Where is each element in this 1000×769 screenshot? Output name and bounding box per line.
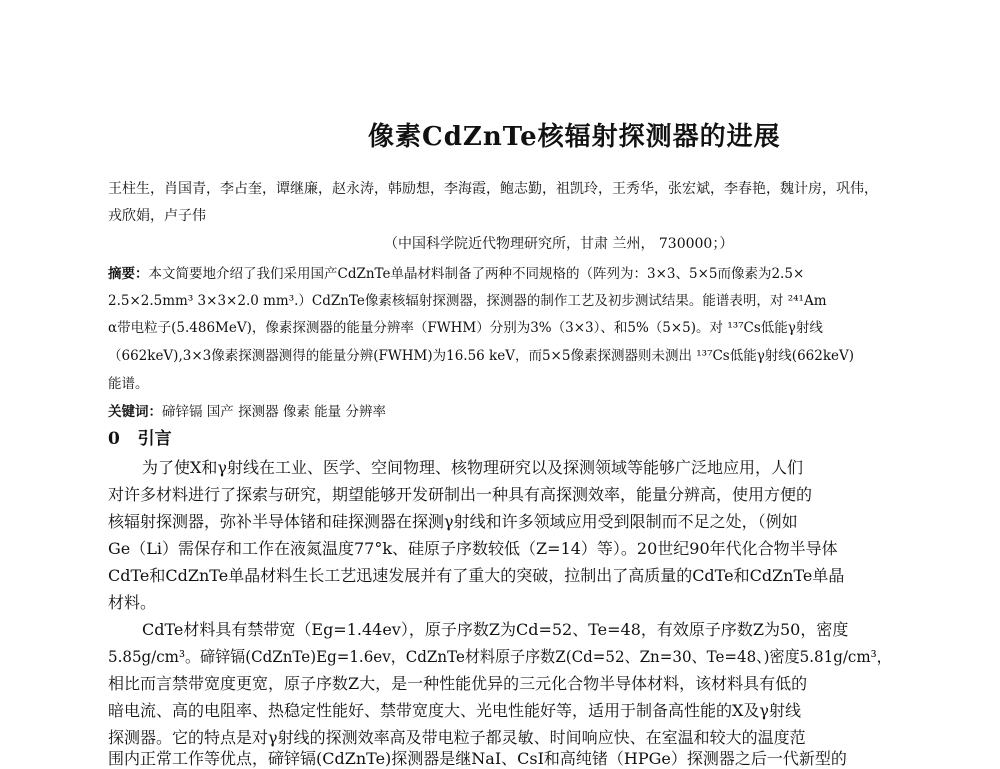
paragraph-2-line-6: 围内正常工作等优点，碲锌镉(CdZnTe)探测器是继NaI、CsI和高纯锗（HPGe）探测器之后一代新型的 [108,749,847,768]
abstract-line-2: 2.5×2.5mm³ 3×3×2.0 mm³.）CdZnTe像素核辐射探测器，探测器的制作工艺及初步测试结果。能谱表明，对 ²⁴¹Am [108,293,827,309]
abstract-line-3: α带电粒子(5.486MeV)，像素探测器的能量分辨率（FWHM）分别为3%（3×3）、和5%（5×5)。对 ¹³⁷Cs低能γ射线 [108,320,823,336]
paragraph-1-line-1: 为了使X和γ射线在工业、医学、空间物理、核物理研究以及探测领域等能够广泛地应用，人们 [142,458,803,477]
paragraph-1-line-2: 对许多材料进行了探索与研究，期望能够开发研制出一种具有高探测效率，能量分辨高，使用方便的 [108,485,813,504]
abstract-line-4: （662keV),3×3像素探测器测得的能量分辨(FWHM)为16.56 keV，而5×5像素探测器则未测出 ¹³⁷Cs低能γ射线(662keV) [108,348,855,364]
paragraph-2-line-5: 探测器。它的特点是对γ射线的探测效率高及带电粒子都灵敏、时间响应快、在室温和较大的温度范 [108,728,806,747]
paragraph-2-line-2: 5.85g/cm³。碲锌镉(CdZnTe)Eg=1.6ev，CdZnTe材料原子序数Z(Cd=52、Zn=30、Te=48、)密度5.81g/cm³， [108,647,892,666]
paragraph-1-line-5: CdTe和CdZnTe单晶材料生长工艺迅速发展并有了重大的突破，拉制出了高质量的CdTe和CdZnTe单晶 [108,566,845,585]
abstract-label: 摘要： [108,266,149,282]
author-list-line-1: 王柱生，肖国青，李占奎，谭继廉，赵永涛，韩励想，李海霞，鲍志勤，祖凯玲，王秀华，张宏斌，李春艳，魏计房，巩伟， [108,181,878,197]
paragraph-2-line-3: 相比而言禁带宽度更宽，原子序数Z大，是一种性能优异的三元化合物半导体材料，该材料具有低的 [108,674,808,693]
section-heading: 0 引言 [108,429,172,449]
paragraph-2-line-1: CdTe材料具有禁带宽（Eg=1.44ev），原子序数Z为Cd=52、Te=48，有效原子序数Z为50，密度 [142,620,849,639]
paragraph-1-line-3: 核辐射探测器，弥补半导体锗和硅探测器在探测γ射线和许多领域应用受到限制而不足之处，（例如 [108,512,798,531]
keywords-label: 关键词： [108,404,162,420]
affiliation: （中国科学院近代物理研究所，甘肃 兰州， 730000；） [384,236,734,252]
abstract-line-1: 摘要：本文简要地介绍了我们采用国产CdZnTe单晶材料制备了两种不同规格的（阵列为：3×3、5×5而像素为2.5× [108,266,805,282]
paragraph-1-line-4: Ge（Li）需保存和工作在液氮温度77°k、硅原子序数较低（Z=14）等）。20世纪90年代化合物半导体 [108,539,838,558]
keywords: 关键词：碲锌镉 国产 探测器 像素 能量 分辨率 [108,404,386,420]
abstract-line-5: 能谱。 [108,376,149,392]
paragraph-1-line-6: 材料。 [108,593,157,612]
paragraph-2-line-4: 暗电流、高的电阻率、热稳定性能好、禁带宽度大、光电性能好等，适用于制备高性能的X及γ射线 [108,701,801,720]
author-list-line-2: 戎欣娟，卢子伟 [108,208,206,224]
paper-title: 像素CdZnTe核辐射探测器的进展 [368,122,781,152]
